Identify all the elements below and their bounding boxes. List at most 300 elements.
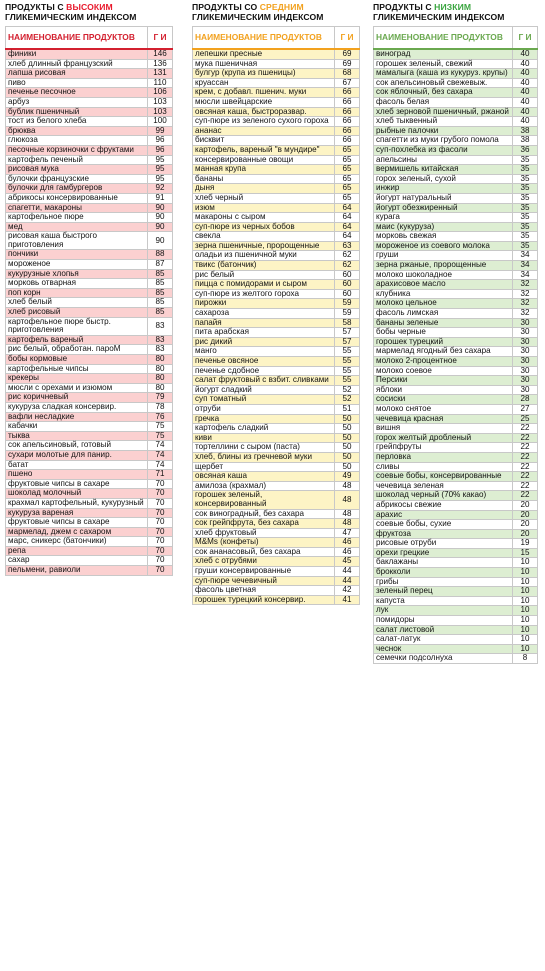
table-row bbox=[193, 280, 360, 290]
gi-value: 50 bbox=[335, 433, 360, 443]
gi-value: 35 bbox=[513, 222, 538, 232]
product-name: суп-пюре чечевичный bbox=[193, 576, 335, 586]
gi-value: 85 bbox=[148, 279, 173, 289]
gi-value: 35 bbox=[513, 193, 538, 203]
high-gi-rows bbox=[6, 49, 173, 575]
gi-value: 96 bbox=[148, 136, 173, 146]
product-name: суп-пюре из желтого гороха bbox=[193, 289, 335, 299]
table-row bbox=[374, 69, 538, 79]
product-name: салат-латук bbox=[374, 635, 513, 645]
gi-value: 55 bbox=[335, 347, 360, 357]
product-name: крекеры bbox=[6, 374, 148, 384]
gi-value: 65 bbox=[335, 165, 360, 175]
product-name: булгур (крупа из пшеницы) bbox=[193, 69, 335, 79]
gi-value: 69 bbox=[335, 49, 360, 59]
gi-value: 32 bbox=[513, 299, 538, 309]
mid-gi-rows bbox=[193, 49, 360, 605]
gi-value: 45 bbox=[335, 557, 360, 567]
gi-value: 85 bbox=[148, 308, 173, 318]
product-name: шоколад молочный bbox=[6, 489, 148, 499]
gi-value: 66 bbox=[335, 126, 360, 136]
gi-value: 40 bbox=[513, 78, 538, 88]
product-name: булочки для гамбургеров bbox=[6, 184, 148, 194]
product-name: молоко 2-процентное bbox=[374, 357, 513, 367]
high-title-prefix: ПРОДУКТЫ С bbox=[5, 2, 67, 12]
gi-value: 70 bbox=[148, 508, 173, 518]
table-row bbox=[374, 491, 538, 501]
product-name: грейпфруты bbox=[374, 443, 513, 453]
table-row bbox=[374, 376, 538, 386]
table-row bbox=[193, 309, 360, 319]
table-row bbox=[6, 450, 173, 460]
table-row bbox=[6, 97, 173, 107]
gi-value: 65 bbox=[335, 155, 360, 165]
product-name: баклажаны bbox=[374, 558, 513, 568]
table-row bbox=[193, 184, 360, 194]
gi-value: 40 bbox=[513, 107, 538, 117]
gi-value: 34 bbox=[513, 270, 538, 280]
product-name: рыбные палочки bbox=[374, 126, 513, 136]
product-name: сливы bbox=[374, 462, 513, 472]
gi-value: 62 bbox=[335, 251, 360, 261]
gi-value: 42 bbox=[335, 586, 360, 596]
product-name: картофельное пюре быстр. приготовления bbox=[6, 317, 148, 335]
product-name: гречка bbox=[193, 414, 335, 424]
gi-value: 59 bbox=[335, 309, 360, 319]
product-name: молоко снятое bbox=[374, 404, 513, 414]
gi-value: 68 bbox=[335, 69, 360, 79]
gi-value: 71 bbox=[148, 470, 173, 480]
table-row bbox=[374, 616, 538, 626]
gi-value: 66 bbox=[335, 136, 360, 146]
product-name: морковь отварная bbox=[6, 279, 148, 289]
product-name: пицца с помидорами и сыром bbox=[193, 280, 335, 290]
table-row bbox=[193, 117, 360, 127]
table-row bbox=[193, 97, 360, 107]
product-name: марс, сникерс (батончики) bbox=[6, 537, 148, 547]
gi-value: 59 bbox=[335, 299, 360, 309]
product-name: дыня bbox=[193, 184, 335, 194]
product-name: хлеб тыквенный bbox=[374, 117, 513, 127]
product-name: глюкоза bbox=[6, 136, 148, 146]
product-name: рисовые отруби bbox=[374, 539, 513, 549]
high-col-name-header: НАИМЕНОВАНИЕ ПРОДУКТОВ bbox=[6, 27, 148, 50]
product-name: зерна ржаные, пророщенные bbox=[374, 261, 513, 271]
gi-value: 15 bbox=[513, 548, 538, 558]
table-row bbox=[6, 213, 173, 223]
gi-value: 30 bbox=[513, 318, 538, 328]
table-row bbox=[374, 568, 538, 578]
product-name: арахис bbox=[374, 510, 513, 520]
gi-value: 69 bbox=[335, 59, 360, 69]
gi-value: 95 bbox=[148, 165, 173, 175]
product-name: хлеб белый bbox=[6, 298, 148, 308]
product-name: мука пшеничная bbox=[193, 59, 335, 69]
gi-value: 75 bbox=[148, 431, 173, 441]
gi-value: 146 bbox=[148, 49, 173, 59]
gi-value: 74 bbox=[148, 450, 173, 460]
product-name: зеленый перец bbox=[374, 587, 513, 597]
product-name: твикс (батончик) bbox=[193, 261, 335, 271]
low-title-prefix: ПРОДУКТЫ С bbox=[373, 2, 435, 12]
table-row bbox=[6, 374, 173, 384]
product-name: консервированные овощи bbox=[193, 155, 335, 165]
gi-value: 64 bbox=[335, 222, 360, 232]
table-row bbox=[6, 422, 173, 432]
gi-value: 55 bbox=[335, 366, 360, 376]
gi-value: 65 bbox=[335, 193, 360, 203]
high-gi-column bbox=[5, 2, 173, 576]
gi-value: 70 bbox=[148, 498, 173, 508]
gi-value: 74 bbox=[148, 460, 173, 470]
gi-value: 103 bbox=[148, 107, 173, 117]
gi-value: 65 bbox=[335, 174, 360, 184]
gi-value: 46 bbox=[335, 547, 360, 557]
mid-title-prefix: ПРОДУКТЫ СО bbox=[192, 2, 260, 12]
table-row bbox=[6, 165, 173, 175]
gi-value: 95 bbox=[148, 174, 173, 184]
gi-value: 27 bbox=[513, 404, 538, 414]
table-row bbox=[6, 566, 173, 576]
product-name: сосиски bbox=[374, 395, 513, 405]
gi-value: 47 bbox=[335, 528, 360, 538]
product-name: пита арабская bbox=[193, 328, 335, 338]
gi-value: 48 bbox=[335, 491, 360, 509]
product-name: картофельные чипсы bbox=[6, 364, 148, 374]
product-name: суп томатный bbox=[193, 395, 335, 405]
product-name: яблоки bbox=[374, 385, 513, 395]
gi-value: 52 bbox=[335, 385, 360, 395]
gi-value: 52 bbox=[335, 395, 360, 405]
product-name: картофель вареный bbox=[6, 335, 148, 345]
product-name: рис белый, обработан. пароM bbox=[6, 345, 148, 355]
product-name: хлеб, блины из гречневой муки bbox=[193, 452, 335, 462]
low-col-gi-header: Г И bbox=[513, 27, 538, 50]
low-col-name-header: НАИМЕНОВАНИЕ ПРОДУКТОВ bbox=[374, 27, 513, 50]
gi-value: 70 bbox=[148, 537, 173, 547]
gi-value: 62 bbox=[335, 261, 360, 271]
gi-value: 35 bbox=[513, 232, 538, 242]
product-name: крахмал картофельный, кукурузный bbox=[6, 498, 148, 508]
table-row bbox=[193, 424, 360, 434]
product-name: молоко шоколадное bbox=[374, 270, 513, 280]
gi-value: 35 bbox=[513, 241, 538, 251]
table-row bbox=[193, 232, 360, 242]
gi-value: 64 bbox=[335, 213, 360, 223]
product-name: горох желтый дробленый bbox=[374, 433, 513, 443]
product-name: хлеб рисовый bbox=[6, 308, 148, 318]
gi-value: 22 bbox=[513, 491, 538, 501]
gi-value: 70 bbox=[148, 556, 173, 566]
gi-value: 80 bbox=[148, 383, 173, 393]
gi-value: 60 bbox=[335, 280, 360, 290]
product-name: тост из белого хлеба bbox=[6, 117, 148, 127]
product-name: пирожки bbox=[193, 299, 335, 309]
table-row bbox=[6, 184, 173, 194]
gi-value: 10 bbox=[513, 568, 538, 578]
product-name: папайя bbox=[193, 318, 335, 328]
product-name: кукуруза вареная bbox=[6, 508, 148, 518]
product-name: йогурт обезжиренный bbox=[374, 203, 513, 213]
product-name: мармелад ягодный без сахара bbox=[374, 347, 513, 357]
table-row bbox=[193, 165, 360, 175]
gi-value: 35 bbox=[513, 184, 538, 194]
gi-value: 50 bbox=[335, 424, 360, 434]
product-name: кабачки bbox=[6, 422, 148, 432]
table-row bbox=[374, 328, 538, 338]
product-name: пшено bbox=[6, 470, 148, 480]
gi-value: 48 bbox=[335, 509, 360, 519]
product-name: капуста bbox=[374, 596, 513, 606]
low-title-suffix: ГЛИКЕМИЧЕСКИМ ИНДЕКСОМ bbox=[373, 12, 505, 22]
product-name: сахароза bbox=[193, 309, 335, 319]
product-name: бобы кормовые bbox=[6, 355, 148, 365]
product-name: виноград bbox=[374, 49, 513, 59]
table-row bbox=[193, 49, 360, 59]
table-row bbox=[6, 470, 173, 480]
gi-value: 66 bbox=[335, 97, 360, 107]
gi-value: 30 bbox=[513, 357, 538, 367]
table-row bbox=[374, 520, 538, 530]
product-name: хлеб длинный французский bbox=[6, 59, 148, 69]
gi-value: 10 bbox=[513, 635, 538, 645]
product-name: пиво bbox=[6, 78, 148, 88]
gi-value: 35 bbox=[513, 203, 538, 213]
table-row bbox=[374, 165, 538, 175]
gi-value: 38 bbox=[513, 126, 538, 136]
mid-gi-table bbox=[192, 26, 360, 605]
gi-value: 70 bbox=[148, 527, 173, 537]
product-name: кукурузные хлопья bbox=[6, 269, 148, 279]
gi-value: 32 bbox=[513, 309, 538, 319]
gi-value: 74 bbox=[148, 441, 173, 451]
product-name: отруби bbox=[193, 404, 335, 414]
product-name: горошек зеленый, консервированный bbox=[193, 491, 335, 509]
gi-value: 46 bbox=[335, 538, 360, 548]
product-name: фруктоза bbox=[374, 529, 513, 539]
gi-value: 80 bbox=[148, 374, 173, 384]
product-name: вафли несладкие bbox=[6, 412, 148, 422]
gi-value: 22 bbox=[513, 424, 538, 434]
product-name: оладьи из пшеничной муки bbox=[193, 251, 335, 261]
product-name: абрикосы свежие bbox=[374, 500, 513, 510]
product-name: сахар bbox=[6, 556, 148, 566]
product-name: салат листовой bbox=[374, 625, 513, 635]
product-name: чечевица зеленая bbox=[374, 481, 513, 491]
product-name: рисовая мука bbox=[6, 165, 148, 175]
gi-value: 70 bbox=[148, 479, 173, 489]
high-title-highlight: ВЫСОКИМ bbox=[66, 2, 113, 12]
table-row bbox=[193, 519, 360, 529]
gi-value: 34 bbox=[513, 251, 538, 261]
table-row bbox=[6, 518, 173, 528]
product-name: картофель сладкий bbox=[193, 424, 335, 434]
gi-value: 76 bbox=[148, 412, 173, 422]
low-gi-title bbox=[373, 2, 538, 26]
gi-value: 83 bbox=[148, 317, 173, 335]
product-name: лепешки пресные bbox=[193, 49, 335, 59]
low-gi-column bbox=[373, 2, 538, 664]
product-name: мюсли швейцарские bbox=[193, 97, 335, 107]
product-name: молоко соевое bbox=[374, 366, 513, 376]
table-row bbox=[374, 49, 538, 59]
product-name: молоко цельное bbox=[374, 299, 513, 309]
gi-value: 50 bbox=[335, 462, 360, 472]
product-name: йогурт сладкий bbox=[193, 385, 335, 395]
product-name: картофель, вареный "в мундире" bbox=[193, 145, 335, 155]
table-row bbox=[374, 587, 538, 597]
product-name: бананы зеленые bbox=[374, 318, 513, 328]
gi-value: 25 bbox=[513, 414, 538, 424]
gi-value: 44 bbox=[335, 567, 360, 577]
product-name: морковь свежая bbox=[374, 232, 513, 242]
product-name: фасоль цветная bbox=[193, 586, 335, 596]
table-row bbox=[6, 279, 173, 289]
product-name: хлеб фруктовый bbox=[193, 528, 335, 538]
product-name: фасоль белая bbox=[374, 97, 513, 107]
table-row bbox=[374, 184, 538, 194]
product-name: перловка bbox=[374, 452, 513, 462]
gi-value: 85 bbox=[148, 288, 173, 298]
mid-title-suffix: ГЛИКЕМИЧЕСКИМ ИНДЕКСОМ bbox=[192, 12, 324, 22]
gi-value: 57 bbox=[335, 328, 360, 338]
gi-value: 22 bbox=[513, 472, 538, 482]
product-name: зерна пшеничные, пророщенные bbox=[193, 241, 335, 251]
product-name: картофельное пюре bbox=[6, 213, 148, 223]
gi-value: 10 bbox=[513, 644, 538, 654]
gi-value: 30 bbox=[513, 376, 538, 386]
gi-value: 10 bbox=[513, 596, 538, 606]
gi-value: 70 bbox=[148, 489, 173, 499]
gi-value: 65 bbox=[335, 145, 360, 155]
gi-value: 64 bbox=[335, 203, 360, 213]
product-name: клубника bbox=[374, 289, 513, 299]
gi-value: 87 bbox=[148, 260, 173, 270]
product-name: круассан bbox=[193, 78, 335, 88]
table-row bbox=[193, 452, 360, 462]
gi-value: 91 bbox=[148, 193, 173, 203]
product-name: суп-пюре из зеленого сухого гороха bbox=[193, 117, 335, 127]
gi-value: 66 bbox=[335, 107, 360, 117]
product-name: мед bbox=[6, 222, 148, 232]
gi-value: 10 bbox=[513, 606, 538, 616]
product-name: соевые бобы, консервированные bbox=[374, 472, 513, 482]
product-name: тортеллини с сыром (паста) bbox=[193, 443, 335, 453]
gi-value: 50 bbox=[335, 414, 360, 424]
product-name: салат фруктовый с взбит. сливками bbox=[193, 376, 335, 386]
product-name: сок ананасовый, без сахара bbox=[193, 547, 335, 557]
product-name: бисквит bbox=[193, 136, 335, 146]
product-name: бобы черные bbox=[374, 328, 513, 338]
product-name: хлеб черный bbox=[193, 193, 335, 203]
table-row bbox=[374, 117, 538, 127]
gi-value: 10 bbox=[513, 577, 538, 587]
table-row bbox=[193, 491, 360, 509]
table-row bbox=[374, 500, 538, 510]
product-name: овсяная каша bbox=[193, 472, 335, 482]
gi-value: 32 bbox=[513, 280, 538, 290]
table-row bbox=[374, 97, 538, 107]
table-row bbox=[193, 337, 360, 347]
gi-value: 48 bbox=[335, 519, 360, 529]
table-row bbox=[6, 49, 173, 59]
product-name: грибы bbox=[374, 577, 513, 587]
product-name: печенье сдобное bbox=[193, 366, 335, 376]
product-name: фруктовые чипсы в сахаре bbox=[6, 479, 148, 489]
table-row bbox=[6, 498, 173, 508]
product-name: печенье овсяное bbox=[193, 357, 335, 367]
product-name: кукуруза сладкая консервир. bbox=[6, 402, 148, 412]
product-name: овсяная каша, быстроразвар. bbox=[193, 107, 335, 117]
gi-value: 88 bbox=[148, 250, 173, 260]
gi-value: 48 bbox=[335, 481, 360, 491]
table-row bbox=[374, 539, 538, 549]
gi-value: 38 bbox=[513, 136, 538, 146]
gi-value: 80 bbox=[148, 364, 173, 374]
product-name: сок апельсиновый свежевыж. bbox=[374, 78, 513, 88]
product-name: свекла bbox=[193, 232, 335, 242]
product-name: хлеб зерновой пшеничный, ржаной bbox=[374, 107, 513, 117]
table-row bbox=[6, 537, 173, 547]
gi-value: 35 bbox=[513, 174, 538, 184]
low-gi-rows bbox=[374, 49, 538, 664]
gi-value: 90 bbox=[148, 232, 173, 250]
product-name: арахисовое масло bbox=[374, 280, 513, 290]
product-name: мюсли с орехами и изюмом bbox=[6, 383, 148, 393]
gi-value: 30 bbox=[513, 337, 538, 347]
gi-value: 20 bbox=[513, 510, 538, 520]
gi-value: 30 bbox=[513, 385, 538, 395]
product-name: ананас bbox=[193, 126, 335, 136]
product-name: шоколад черный (70% какао) bbox=[374, 491, 513, 501]
product-name: лук bbox=[374, 606, 513, 616]
gi-value: 55 bbox=[335, 376, 360, 386]
gi-value: 83 bbox=[148, 335, 173, 345]
table-row bbox=[6, 145, 173, 155]
table-row bbox=[374, 136, 538, 146]
gi-value: 40 bbox=[513, 59, 538, 69]
gi-value: 100 bbox=[148, 117, 173, 127]
product-name: брокколи bbox=[374, 568, 513, 578]
table-row bbox=[6, 69, 173, 79]
gi-value: 40 bbox=[513, 88, 538, 98]
table-row bbox=[193, 193, 360, 203]
gi-value: 10 bbox=[513, 558, 538, 568]
product-name: суп-пюре из черных бобов bbox=[193, 222, 335, 232]
product-name: горох зеленый, сухой bbox=[374, 174, 513, 184]
table-row bbox=[6, 489, 173, 499]
table-row bbox=[6, 193, 173, 203]
product-name: финики bbox=[6, 49, 148, 59]
table-row bbox=[193, 586, 360, 596]
product-name: рис коричневый bbox=[6, 393, 148, 403]
gi-value: 55 bbox=[335, 357, 360, 367]
product-name: поп корн bbox=[6, 288, 148, 298]
product-name: фасоль лимская bbox=[374, 309, 513, 319]
product-name: брюква bbox=[6, 126, 148, 136]
product-name: изюм bbox=[193, 203, 335, 213]
gi-value: 99 bbox=[148, 126, 173, 136]
gi-value: 70 bbox=[148, 518, 173, 528]
product-name: орехи грецкие bbox=[374, 548, 513, 558]
gi-value: 22 bbox=[513, 462, 538, 472]
table-row bbox=[193, 174, 360, 184]
gi-value: 28 bbox=[513, 395, 538, 405]
product-name: чечевица красная bbox=[374, 414, 513, 424]
gi-value: 10 bbox=[513, 587, 538, 597]
high-gi-title bbox=[5, 2, 173, 26]
gi-value: 41 bbox=[335, 595, 360, 605]
